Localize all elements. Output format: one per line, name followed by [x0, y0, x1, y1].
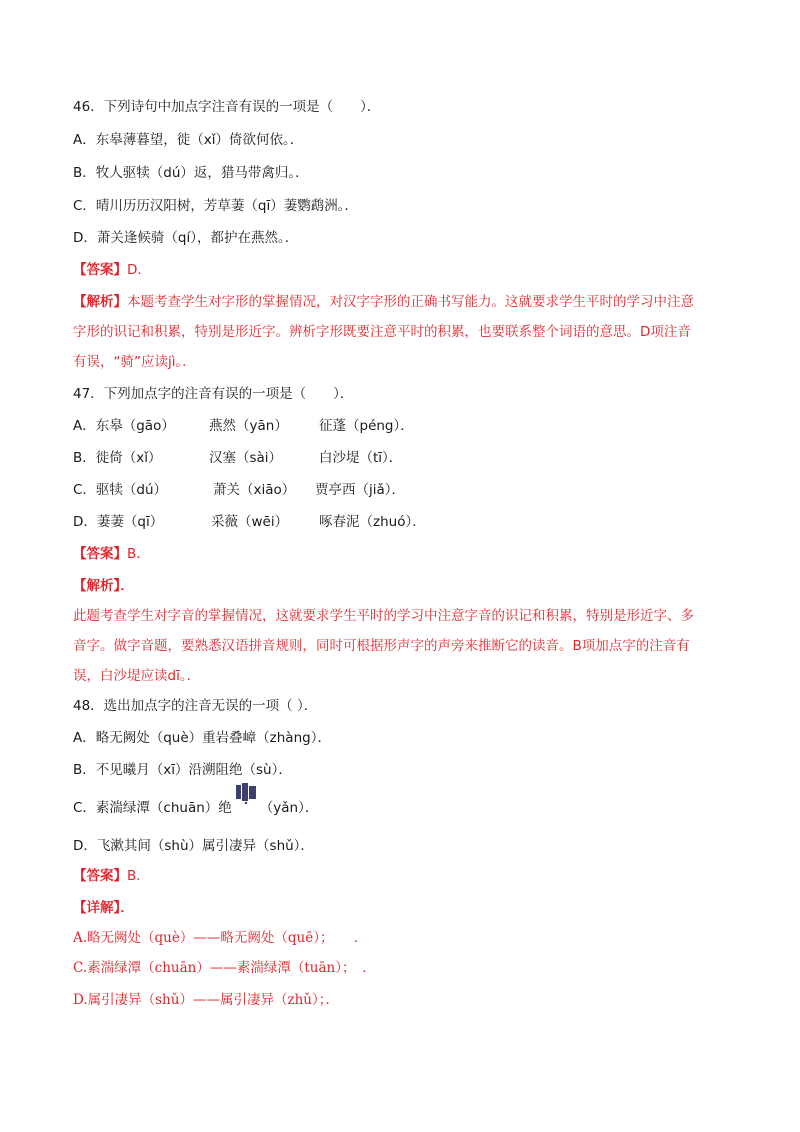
q46-analysis-line-1: 【解析】本题考查学生对字形的掌握情况，对汉字字形的正确书写能力。这就要求学生平时的学习中注意 [73, 294, 694, 310]
q46-answer [73, 260, 151, 280]
q48-detail-tag: 【详解】． [73, 900, 134, 916]
answer-value: D． [127, 262, 151, 278]
q46-analysis-line-3: 有误，“骑”应读jì。． [73, 354, 196, 370]
answer-tag: 【答案】 [73, 868, 127, 884]
q46-option-d: D．萧关逢候骑（qí），都护在燕然。． [73, 230, 299, 246]
q47-analysis-line-1: 此题考查学生对字音的掌握情况，这就要求学生平时的学习中注意字音的识记和积累，特别是形近字、多 [73, 608, 694, 624]
answer-tag: 【答案】 [73, 546, 127, 562]
q48-detail-a: A.略无阙处（què）——略无阙处（quē）； ． [73, 930, 368, 946]
q46-analysis-line-2: 字形的识记和积累，特别是形近字。辨析字形既要注意平时的积累，也要联系整个词语的意思。D项注音 [73, 324, 691, 340]
answer-tag: 【答案】 [73, 262, 127, 278]
q47-analysis-line-3: 误，白沙堤应读dī。． [73, 668, 201, 684]
character-image-icon [234, 782, 258, 804]
q46-option-b: B．牧人驱犊（dú）返，猎马带禽归。． [73, 165, 309, 181]
q48-detail-c: C.素湍绿潭（chuān）——素湍绿潭（tuān）； ． [73, 960, 376, 976]
answer-value: B． [127, 868, 150, 884]
q47-stem: 47．下列加点字的注音有误的一项是（ ）． [73, 386, 354, 402]
q48-option-c: C．素湍绿潭（chuān）绝 （yǎn）． [73, 798, 318, 818]
q48-answer [73, 866, 150, 886]
q48-stem: 48．选出加点字的注音无误的一项（ ）． [73, 698, 318, 714]
q46-option-c: C．晴川历历汉阳树，芳草萋（qī）萋鹦鹉洲。． [73, 198, 358, 214]
q46-option-a: A．东皋薄暮望，徙（xǐ）倚欲何依。． [73, 132, 304, 148]
q47-analysis-tag: 【解析】． [73, 578, 134, 594]
q47-row-d: D．萋萋（qī） 采薇（wēi） 啄春泥（zhuó）． [73, 514, 426, 530]
glyph-image-placeholder [232, 798, 260, 818]
q47-analysis-line-2: 音字。做字音题，要熟悉汉语拼音规则，同时可根据形声字的声旁来推断它的读音。B项加点字的注音有 [73, 638, 690, 654]
q47-answer [73, 544, 150, 564]
q48-option-d: D．飞漱其间（shù）属引凄异（shǔ）． [73, 838, 314, 854]
q47-row-b: B．徙倚（xǐ） 汉塞（sài） 白沙堤（tī）． [73, 450, 403, 466]
q48-option-a: A．略无阙处（què）重岩叠嶂（zhàng）． [73, 730, 331, 746]
q48-detail-d: D.属引凄异（shǔ）——属引凄异（zhǔ）；． [73, 992, 339, 1008]
q47-row-c: C．驱犊（dú） 萧关（xiāo） 贾亭西（jiǎ）． [73, 482, 406, 498]
q46-stem: 46．下列诗句中加点字注音有误的一项是（ ）． [73, 99, 381, 115]
q47-row-a: A．东皋（gāo） 燕然（yān） 征蓬（péng）． [73, 418, 414, 434]
answer-value: B． [127, 546, 150, 562]
q48-option-b: B．不见曦月（xī）沿溯阻绝（sù）． [73, 762, 292, 778]
analysis-tag: 【解析】 [73, 294, 127, 310]
